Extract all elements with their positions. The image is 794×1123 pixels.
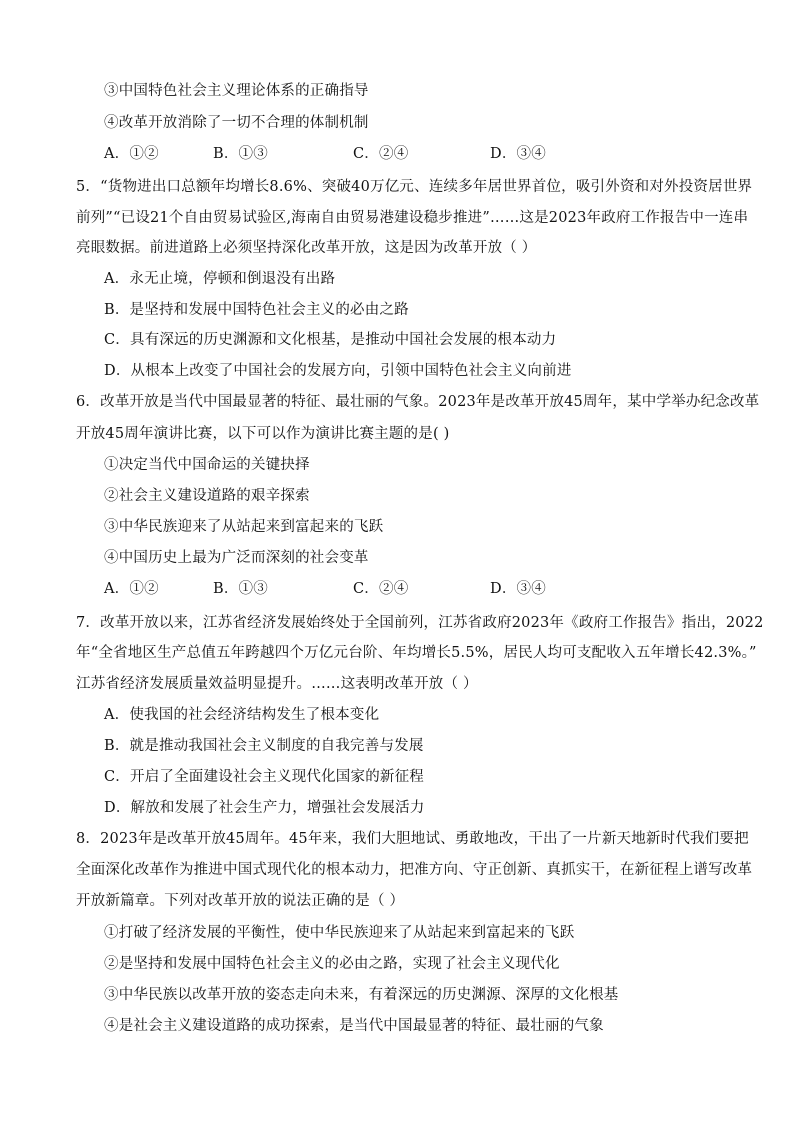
choice-a: A．①② <box>104 581 159 597</box>
q6-statement-1: ①决定当代中国命运的关键抉择 <box>104 457 310 473</box>
q5-option-c: C．具有深远的历史渊源和文化根基，是推动中国社会发展的根本动力 <box>104 332 557 348</box>
question-8-stem-line-2: 全面深化改革作为推进中国式现代化的根本动力，把准方向、守正创新、真抓实干，在新征程上谱写改革 <box>76 862 753 878</box>
choice-c: C．②④ <box>353 581 409 597</box>
q7-option-c: C．开启了全面建设社会主义现代化国家的新征程 <box>104 769 424 785</box>
question-5-stem-line-1: 5．“货物进出口总额年均增长8.6%、突破40万亿元、连续多年居世界首位，吸引外资和对外投资居世界 <box>76 179 753 195</box>
question-5-stem-line-2: 前列”“已设21个自由贸易试验区,海南自由贸易港建设稳步推进”……这是2023年政府工作报告中一连串 <box>76 210 749 226</box>
q7-option-a: A．使我国的社会经济结构发生了根本变化 <box>104 707 380 723</box>
question-7-stem-line-3: 江苏省经济发展质量效益明显提升。……这表明改革开放（ ） <box>76 676 478 692</box>
question-5-stem-line-3: 亮眼数据。前进道路上必须坚持深化改革开放，这是因为改革开放（ ） <box>76 240 537 256</box>
option-statement-4: ④改革开放消除了一切不合理的体制机制 <box>104 115 369 131</box>
q5-option-a: A．永无止境，停顿和倒退没有出路 <box>104 271 336 287</box>
question-6-stem-line-1: 6．改革开放是当代中国最显著的特征、最壮丽的气象。2023年是改革开放45周年，某中学举办纪念改革 <box>76 394 760 410</box>
q8-statement-2: ②是坚持和发展中国特色社会主义的必由之路，实现了社会主义现代化 <box>104 956 560 972</box>
choice-c: C．②④ <box>353 146 409 162</box>
q7-option-d: D．解放和发展了社会生产力，增强社会发展活力 <box>104 800 425 816</box>
question-7-stem-line-2: 年“全省地区生产总值五年跨越四个万亿元台阶、年均增长5.5%，居民人均可支配收入五年增长42.3%。” <box>76 645 757 661</box>
choice-b: B．①③ <box>213 581 268 597</box>
question-8-stem-line-3: 开放新篇章。下列对改革开放的说法正确的是（ ） <box>76 893 405 909</box>
q6-statement-3: ③中华民族迎来了从站起来到富起来的飞跃 <box>104 519 384 535</box>
answer-choices-q4 <box>104 144 664 164</box>
question-8-stem-line-1: 8．2023年是改革开放45周年。45年来，我们大胆地试、勇敢地改，干出了一片新天地新时代我们要把 <box>76 831 749 847</box>
question-7-stem-line-1: 7．改革开放以来，江苏省经济发展始终处于全国前列，江苏省政府2023年《政府工作报告》指出，2022 <box>76 615 764 631</box>
choice-b: B．①③ <box>213 146 268 162</box>
q5-option-d: D．从根本上改变了中国社会的发展方向，引领中国特色社会主义向前进 <box>104 363 572 379</box>
q7-option-b: B．就是推动我国社会主义制度的自我完善与发展 <box>104 738 424 754</box>
q8-statement-1: ①打破了经济发展的平衡性，使中华民族迎来了从站起来到富起来的飞跃 <box>104 925 575 941</box>
q5-option-b: B．是坚持和发展中国特色社会主义的必由之路 <box>104 302 409 318</box>
question-6-stem-line-2: 开放45周年演讲比赛，以下可以作为演讲比赛主题的是( ) <box>76 426 450 442</box>
answer-choices-q6 <box>104 579 664 599</box>
q6-statement-2: ②社会主义建设道路的艰辛探索 <box>104 488 310 504</box>
q8-statement-3: ③中华民族以改革开放的姿态走向未来，有着深远的历史渊源、深厚的文化根基 <box>104 987 619 1003</box>
choice-d: D．③④ <box>490 146 546 162</box>
q6-statement-4: ④中国历史上最为广泛而深刻的社会变革 <box>104 550 369 566</box>
choice-a: A．①② <box>104 146 159 162</box>
choice-d: D．③④ <box>490 581 546 597</box>
option-statement-3: ③中国特色社会主义理论体系的正确指导 <box>104 83 369 99</box>
q8-statement-4: ④是社会主义建设道路的成功探索，是当代中国最显著的特征、最壮丽的气象 <box>104 1018 604 1034</box>
